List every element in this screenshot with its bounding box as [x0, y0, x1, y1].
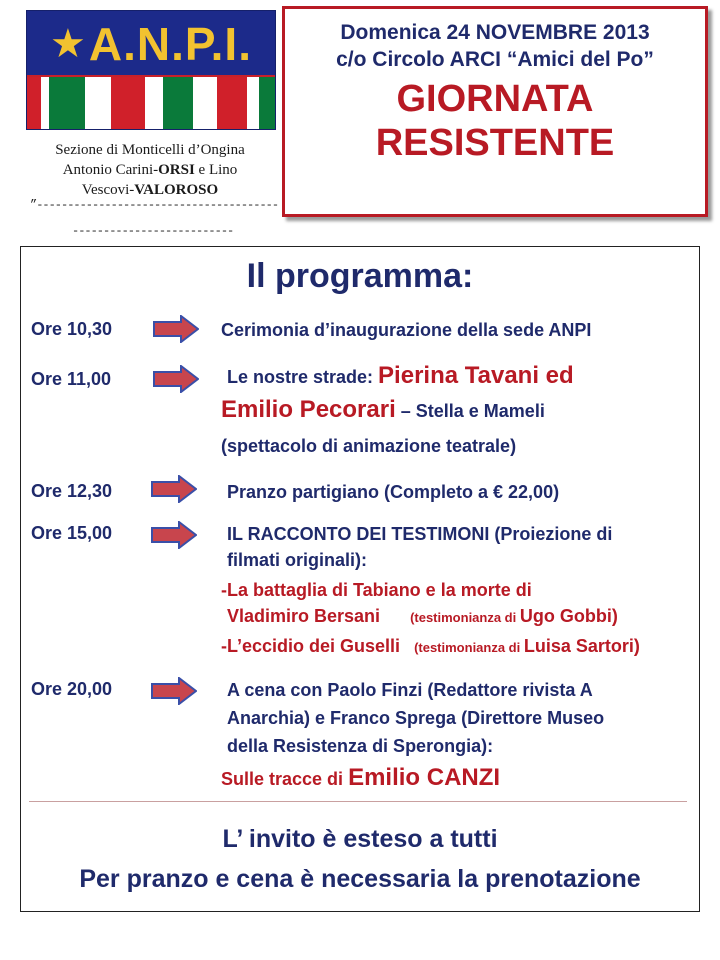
item-5-line-2: Anarchia) e Franco Sprega (Direttore Museo	[227, 708, 605, 728]
time-1500: Ore 15,00	[31, 523, 113, 543]
item-5-line-4: Sulle tracce di Emilio CANZI	[221, 764, 501, 791]
time-2000: Ore 20,00	[31, 679, 113, 699]
item-5-line-3: della Resistenza di Sperongia):	[227, 736, 494, 756]
item-4-line-5: -L’eccidio dei Guselli (testimonianza di Luisa Sartori)	[221, 636, 640, 656]
item-2-line-2: Emilio Pecorari – Stella e Mameli	[221, 396, 545, 423]
section-line-3: Vescovi-VALOROSO	[81, 182, 219, 198]
item-1-text: Cerimonia d’inaugurazione della sede ANPI	[221, 320, 592, 340]
invitation-text: L’ invito è esteso a tutti	[222, 825, 498, 853]
dashed-line-1: ”---------------------------------------	[30, 198, 279, 212]
event-title: GIORNATA RESISTENTE	[375, 78, 615, 164]
section-line-2: Antonio Carini-ORSI e Lino	[62, 162, 238, 178]
arrow-right-icon	[151, 475, 197, 503]
item-4-line-4: Vladimiro Bersani (testimonianza di Ugo Gobbi)	[227, 606, 618, 626]
item-4-line-2: filmati originali):	[227, 550, 368, 570]
time-1030: Ore 10,30	[31, 319, 113, 339]
item-2-line-3: (spettacolo di animazione teatrale)	[221, 436, 517, 456]
dashed-line-2: --------------------------	[72, 224, 234, 238]
arrow-right-icon	[153, 315, 199, 343]
item-4-line-3: -La battaglia di Tabiano e la morte di	[221, 580, 532, 600]
time-1100: Ore 11,00	[31, 369, 112, 389]
item-2-line-1: Le nostre strade: Pierina Tavani ed	[227, 362, 574, 389]
item-4-line-1: IL RACCONTO DEI TESTIMONI (Proiezione di	[227, 524, 613, 544]
arrow-right-icon	[153, 365, 199, 393]
reservation-note: Per pranzo e cena è necessaria la prenotazione	[79, 865, 641, 893]
arrow-right-icon	[151, 677, 197, 705]
time-1230: Ore 12,30	[31, 481, 113, 501]
logo-text	[27, 15, 275, 73]
event-venue: c/o Circolo ARCI “Amici del Po”	[336, 48, 654, 71]
arrow-right-icon	[151, 521, 197, 549]
event-date: Domenica 24 NOVEMBRE 2013	[340, 21, 650, 44]
event-box	[282, 6, 708, 217]
separator-line	[29, 801, 687, 802]
item-5-line-1: A cena con Paolo Finzi (Redattore rivista A	[227, 680, 593, 700]
program-title: Il programma:	[246, 257, 474, 295]
program-box	[20, 246, 700, 912]
section-line-1: Sezione di Monticelli d’Ongina	[55, 142, 245, 158]
anpi-logo	[26, 10, 276, 130]
item-3-text: Pranzo partigiano (Completo a € 22,00)	[227, 482, 560, 502]
logo-wordmark: A.N.P.I.	[88, 18, 252, 70]
star-icon: ★	[50, 22, 87, 66]
italian-flag-stripes	[27, 77, 275, 129]
section-info	[24, 140, 276, 200]
